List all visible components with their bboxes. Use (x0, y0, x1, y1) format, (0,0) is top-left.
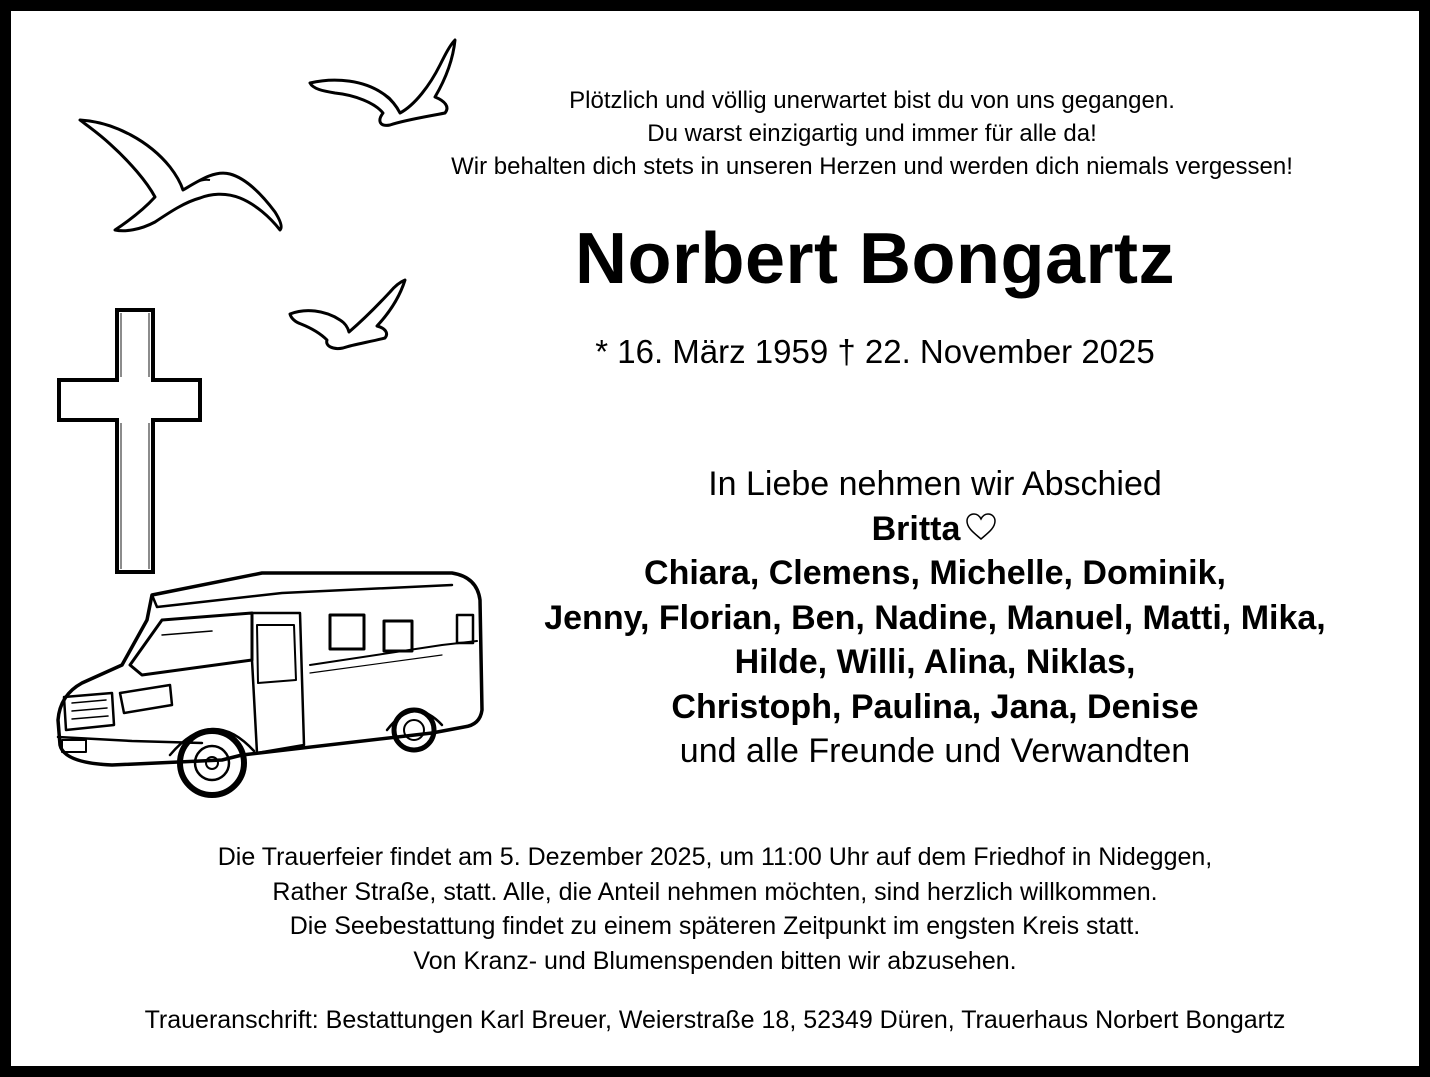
cross-icon (55, 307, 205, 577)
family-line-1: Chiara, Clemens, Michelle, Dominik, (644, 554, 1226, 592)
camper-van-icon (52, 565, 487, 805)
info-line-2: Rather Straße, statt. Alle, die Anteil nehmen möchten, sind herzlich willkommen. (272, 877, 1158, 906)
verse-line-3: Wir behalten dich stets in unseren Herzen und werden dich niemals vergessen! (451, 153, 1293, 180)
mourning-address: Traueranschrift: Bestattungen Karl Breuer, Weierstraße 18, 52349 Düren, Trauerhaus Norbert Bongartz (144, 1006, 1286, 1034)
info-line-3: Die Seebestattung findet zu einem späteren Zeitpunkt im engsten Kreis statt. (289, 912, 1141, 940)
family-intro: In Liebe nehmen wir Abschied (708, 465, 1162, 503)
deceased-name: Norbert Bongartz (575, 219, 1175, 299)
family-line-2: Jenny, Florian, Ben, Nadine, Manuel, Matti, Mika, (544, 598, 1326, 637)
life-dates: * 16. März 1959 † 22. November 2025 (595, 333, 1155, 370)
partner-name: Britta (871, 509, 961, 548)
family-line-3: Hilde, Willi, Alina, Niklas, (734, 643, 1136, 681)
family-closing: und alle Freunde und Verwandten (679, 732, 1191, 770)
verse-line-2: Du warst einzigartig und immer für alle da! (647, 120, 1097, 147)
bird-icon (285, 278, 410, 353)
verse (340, 84, 1404, 183)
heart-icon (964, 512, 998, 542)
verse-line-1: Plötzlich und völlig unerwartet bist du von uns gegangen. (569, 87, 1175, 114)
info-line-1: Die Trauerfeier findet am 5. Dezember 2025, um 11:00 Uhr auf dem Friedhof in Nideggen, (217, 843, 1213, 871)
info-line-4: Von Kranz- und Blumenspenden bitten wir abzusehen. (413, 946, 1017, 975)
family-partner (490, 507, 1380, 552)
family-block (490, 462, 1380, 774)
funeral-info (60, 840, 1370, 978)
family-line-4: Christoph, Paulina, Jana, Denise (671, 687, 1199, 726)
bird-icon (75, 112, 290, 237)
